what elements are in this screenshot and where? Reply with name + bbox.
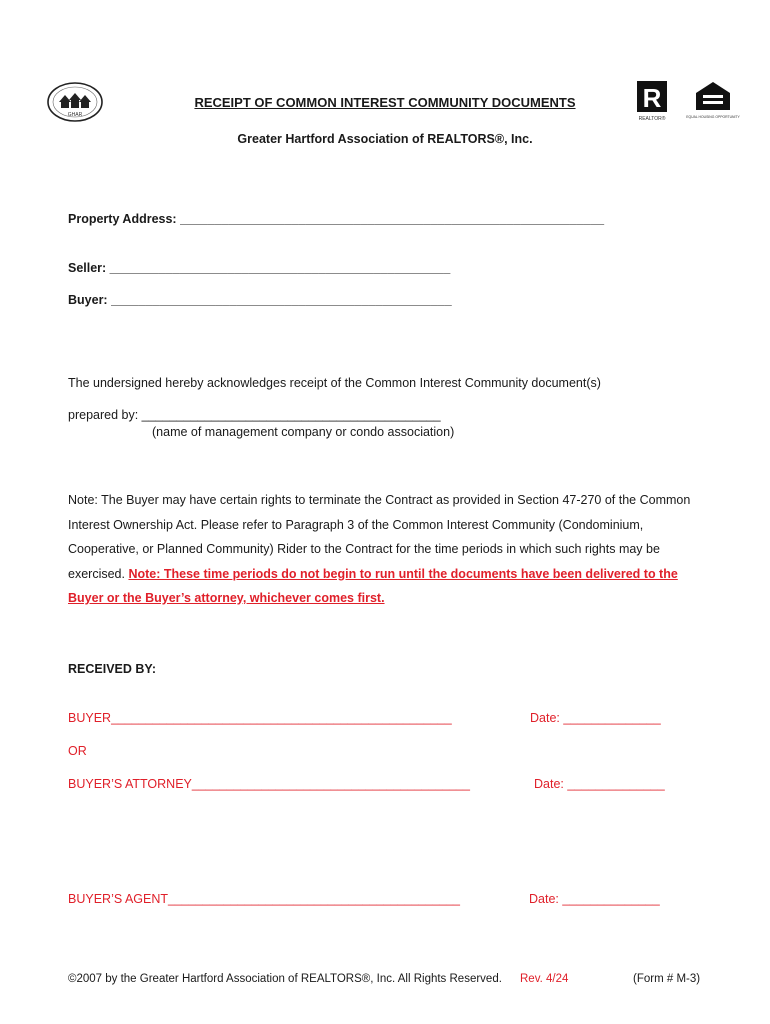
realtor-logo-text: REALTOR® <box>638 116 666 122</box>
note-emphasis: Note: These time periods do not begin to run until the documents have been delivered to the Buyer or the Buyer’s attorney, whichever comes first. <box>68 566 678 605</box>
equal-housing-logo-text: EQUAL HOUSING OPPORTUNITY <box>686 115 740 119</box>
buyer-date-field[interactable]: Date: ______________ <box>530 711 661 725</box>
attorney-signature-field[interactable]: BUYER’S ATTORNEY________________________________________ <box>68 777 470 791</box>
document-subtitle: Greater Hartford Association of REALTORS®, Inc. <box>237 132 533 146</box>
buyer-field[interactable]: Buyer: _________________________________________________ <box>68 293 452 307</box>
buyer-signature-field[interactable]: BUYER_________________________________________________ <box>68 711 452 725</box>
agent-date-field[interactable]: Date: ______________ <box>529 892 660 906</box>
association-logo-text: GHAR <box>67 112 83 118</box>
seller-field[interactable]: Seller: _________________________________________________ <box>68 261 451 275</box>
note-text: Note: The Buyer may have certain rights to terminate the Contract as provided in Section 47-270 of the Common Interest Ownership Act. Please refer to Paragraph 3 of the Common Interest Community (Condominium, Cooperative, or Planned Community) Rider to the Contract for the time periods in which such rights may be exercised. <box>68 493 691 581</box>
svg-text:R: R <box>642 83 662 113</box>
footer-revision: Rev. 4/24 <box>520 973 569 985</box>
footer-copyright: ©2007 by the Greater Hartford Association of REALTORS®, Inc. All Rights Reserved. <box>68 973 502 985</box>
prepared-by-hint: (name of management company or condo association) <box>152 425 455 439</box>
note-paragraph <box>68 488 708 611</box>
or-label: OR <box>68 744 87 758</box>
footer-form-number: (Form # M-3) <box>633 973 701 985</box>
document-title: RECEIPT OF COMMON INTEREST COMMUNITY DOCUMENTS <box>194 95 576 110</box>
received-by-heading: RECEIVED BY: <box>68 662 156 676</box>
agent-signature-field[interactable]: BUYER’S AGENT__________________________________________ <box>68 892 461 906</box>
prepared-by-field[interactable]: prepared by: ___________________________________________ <box>68 408 441 422</box>
property-address-field[interactable]: Property Address: _____________________________________________________________ <box>68 212 605 226</box>
attorney-date-field[interactable]: Date: ______________ <box>534 777 665 791</box>
acknowledgment-text: The undersigned hereby acknowledges receipt of the Common Interest Community document(s) <box>68 376 601 390</box>
